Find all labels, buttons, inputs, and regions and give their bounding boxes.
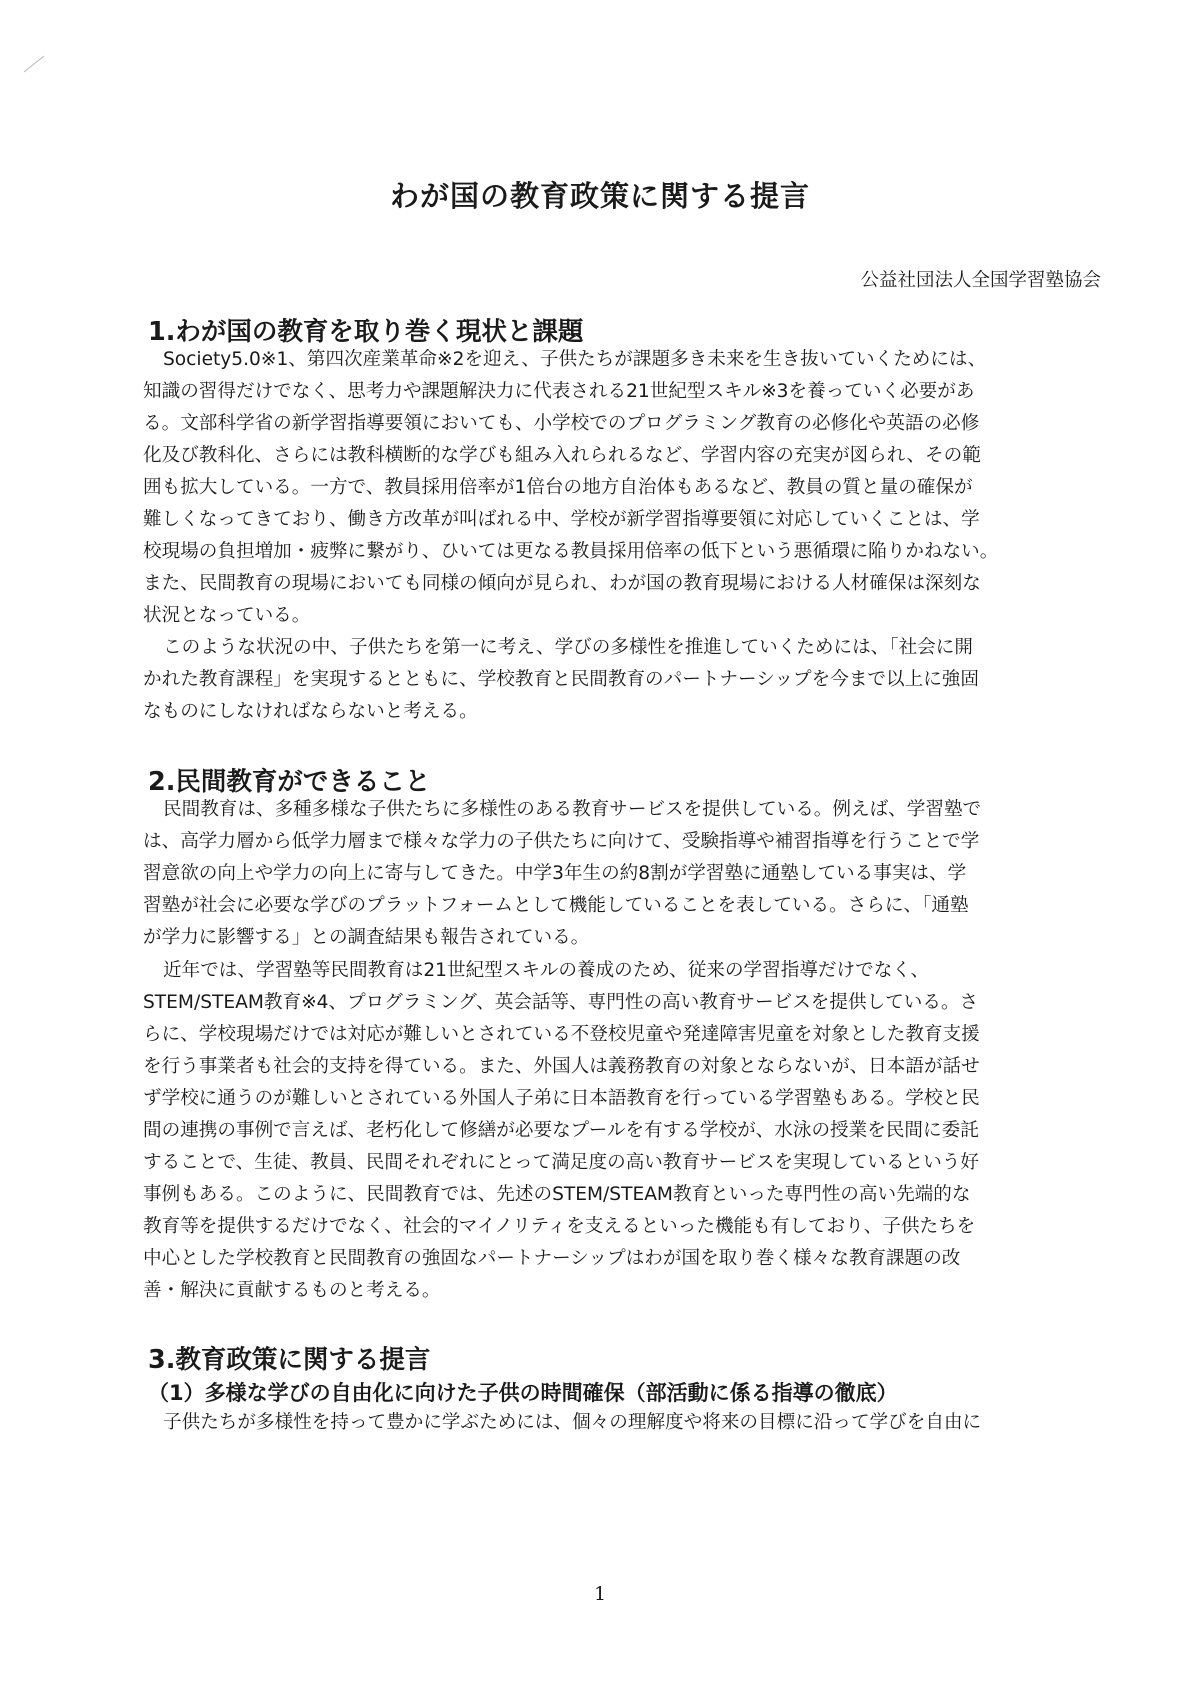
section-3-heading: 3.教育政策に関する提言 xyxy=(148,1345,431,1375)
section-2-line: 民間教育は、多種多様な子供たちに多様性のある教育サービスを提供している。例えば、学習塾で xyxy=(163,799,982,820)
section-2-line: 教育等を提供するだけでなく、社会的マイノリティを支えるといった機能も有しており、子供たちを xyxy=(143,1216,976,1237)
section-2-heading: 2.民間教育ができること xyxy=(148,767,431,797)
scan-mark-icon xyxy=(22,50,52,80)
section-1-line: 状況となっている。 xyxy=(143,605,311,626)
section-2-line: 習意欲の向上や学力の向上に寄与してきた。中学3年生の約8割が学習塾に通塾している事実は、学 xyxy=(143,863,967,884)
section-2-line: らに、学校現場だけでは対応が難しいとされている不登校児童や発達障害児童を対象とした教育支援 xyxy=(143,1024,980,1045)
section-1-line: 難しくなってきており、働き方改革が叫ばれる中、学校が新学習指導要領に対応していくことは、学 xyxy=(143,509,980,530)
section-2-line: 中心とした学校教育と民間教育の強固なパートナーシップはわが国を取り巻く様々な教育課題の改 xyxy=(143,1248,961,1269)
section-2-line: 近年では、学習塾等民間教育は21世紀型スキルの養成のため、従来の学習指導だけでなく、 xyxy=(163,960,930,981)
section-2-line: 事例もある。このように、民間教育では、先述のSTEM/STEAM教育といった専門性の高い先端的な xyxy=(143,1184,971,1205)
section-1-line: かれた教育課程」を実現するとともに、学校教育と民間教育のパートナーシップを今まで以上に強固 xyxy=(143,669,979,690)
section-1-line: 囲も拡大している。一方で、教員採用倍率が1倍台の地方自治体もあるなど、教員の質と量の確保が xyxy=(143,477,973,498)
section-3-subheading: （1）多様な学びの自由化に向けた子供の時間確保（部活動に係る指導の徹底） xyxy=(148,1381,898,1405)
section-2-line: は、高学力層から低学力層まで様々な学力の子供たちに向けて、受験指導や補習指導を行うことで学 xyxy=(143,831,980,852)
document-title: わが国の教育政策に関する提言 xyxy=(389,179,810,213)
section-2-line: することで、生徒、教員、民間それぞれにとって満足度の高い教育サービスを実現しているという好 xyxy=(143,1152,979,1173)
section-2-line: 間の連携の事例で言えば、老朽化して修繕が必要なプールを有する学校が、水泳の授業を民間に委託 xyxy=(143,1120,979,1141)
section-2-line: を行う事業者も社会的支持を得ている。また、外国人は義務教育の対象とならないが、日本語が話せ xyxy=(143,1056,980,1077)
section-2-line: が学力に影響する」との調査結果も報告されている。 xyxy=(143,927,590,948)
section-3-line: 子供たちが多様性を持って豊かに学ぶためには、個々の理解度や将来の目標に沿って学びを自由に xyxy=(163,1412,982,1433)
section-1-line: また、民間教育の現場においても同様の傾向が見られ、わが国の教育現場における人材確保は深刻な xyxy=(143,573,981,594)
section-2-line: STEM/STEAM教育※4、プログラミング、英会話等、専門性の高い教育サービスを提供している。さ xyxy=(143,992,979,1013)
section-1-line: なものにしなければならないと考える。 xyxy=(143,701,478,722)
organization-name: 公益社団法人全国学習塾協会 xyxy=(860,270,1101,291)
section-2-line: ず学校に通うのが難しいとされている外国人子弟に日本語教育を行っている学習塾もある。学校と民 xyxy=(143,1088,980,1109)
page-number: 1 xyxy=(593,1583,607,1605)
section-2-line: 習塾が社会に必要な学びのプラットフォームとして機能していることを表している。さらに、「通塾 xyxy=(143,895,969,916)
section-1-line: Society5.0※1、第四次産業革命※2を迎え、子供たちが課題多き未来を生き抜いていくためには、 xyxy=(163,349,987,370)
section-1-line: このような状況の中、子供たちを第一に考え、学びの多様性を推進していくためには、「社会に開 xyxy=(163,637,973,658)
section-2-line: 善・解決に貢献するものと考える。 xyxy=(143,1280,441,1301)
section-1-line: 校現場の負担増加・疲弊に繋がり、ひいては更なる教員採用倍率の低下という悪循環に陥りかねない。 xyxy=(143,541,999,562)
section-1-line: 知識の習得だけでなく、思考力や課題解決力に代表される21世紀型スキル※3を養っていく必要があ xyxy=(143,381,975,402)
section-1-line: る。文部科学省の新学習指導要領においても、小学校でのプログラミング教育の必修化や英語の必修 xyxy=(143,413,980,434)
section-1-line: 化及び教科化、さらには教科横断的な学びも組み入れられるなど、学習内容の充実が図られ、その範 xyxy=(143,445,981,466)
section-1-heading: 1.わが国の教育を取り巻く現状と課題 xyxy=(148,317,584,347)
